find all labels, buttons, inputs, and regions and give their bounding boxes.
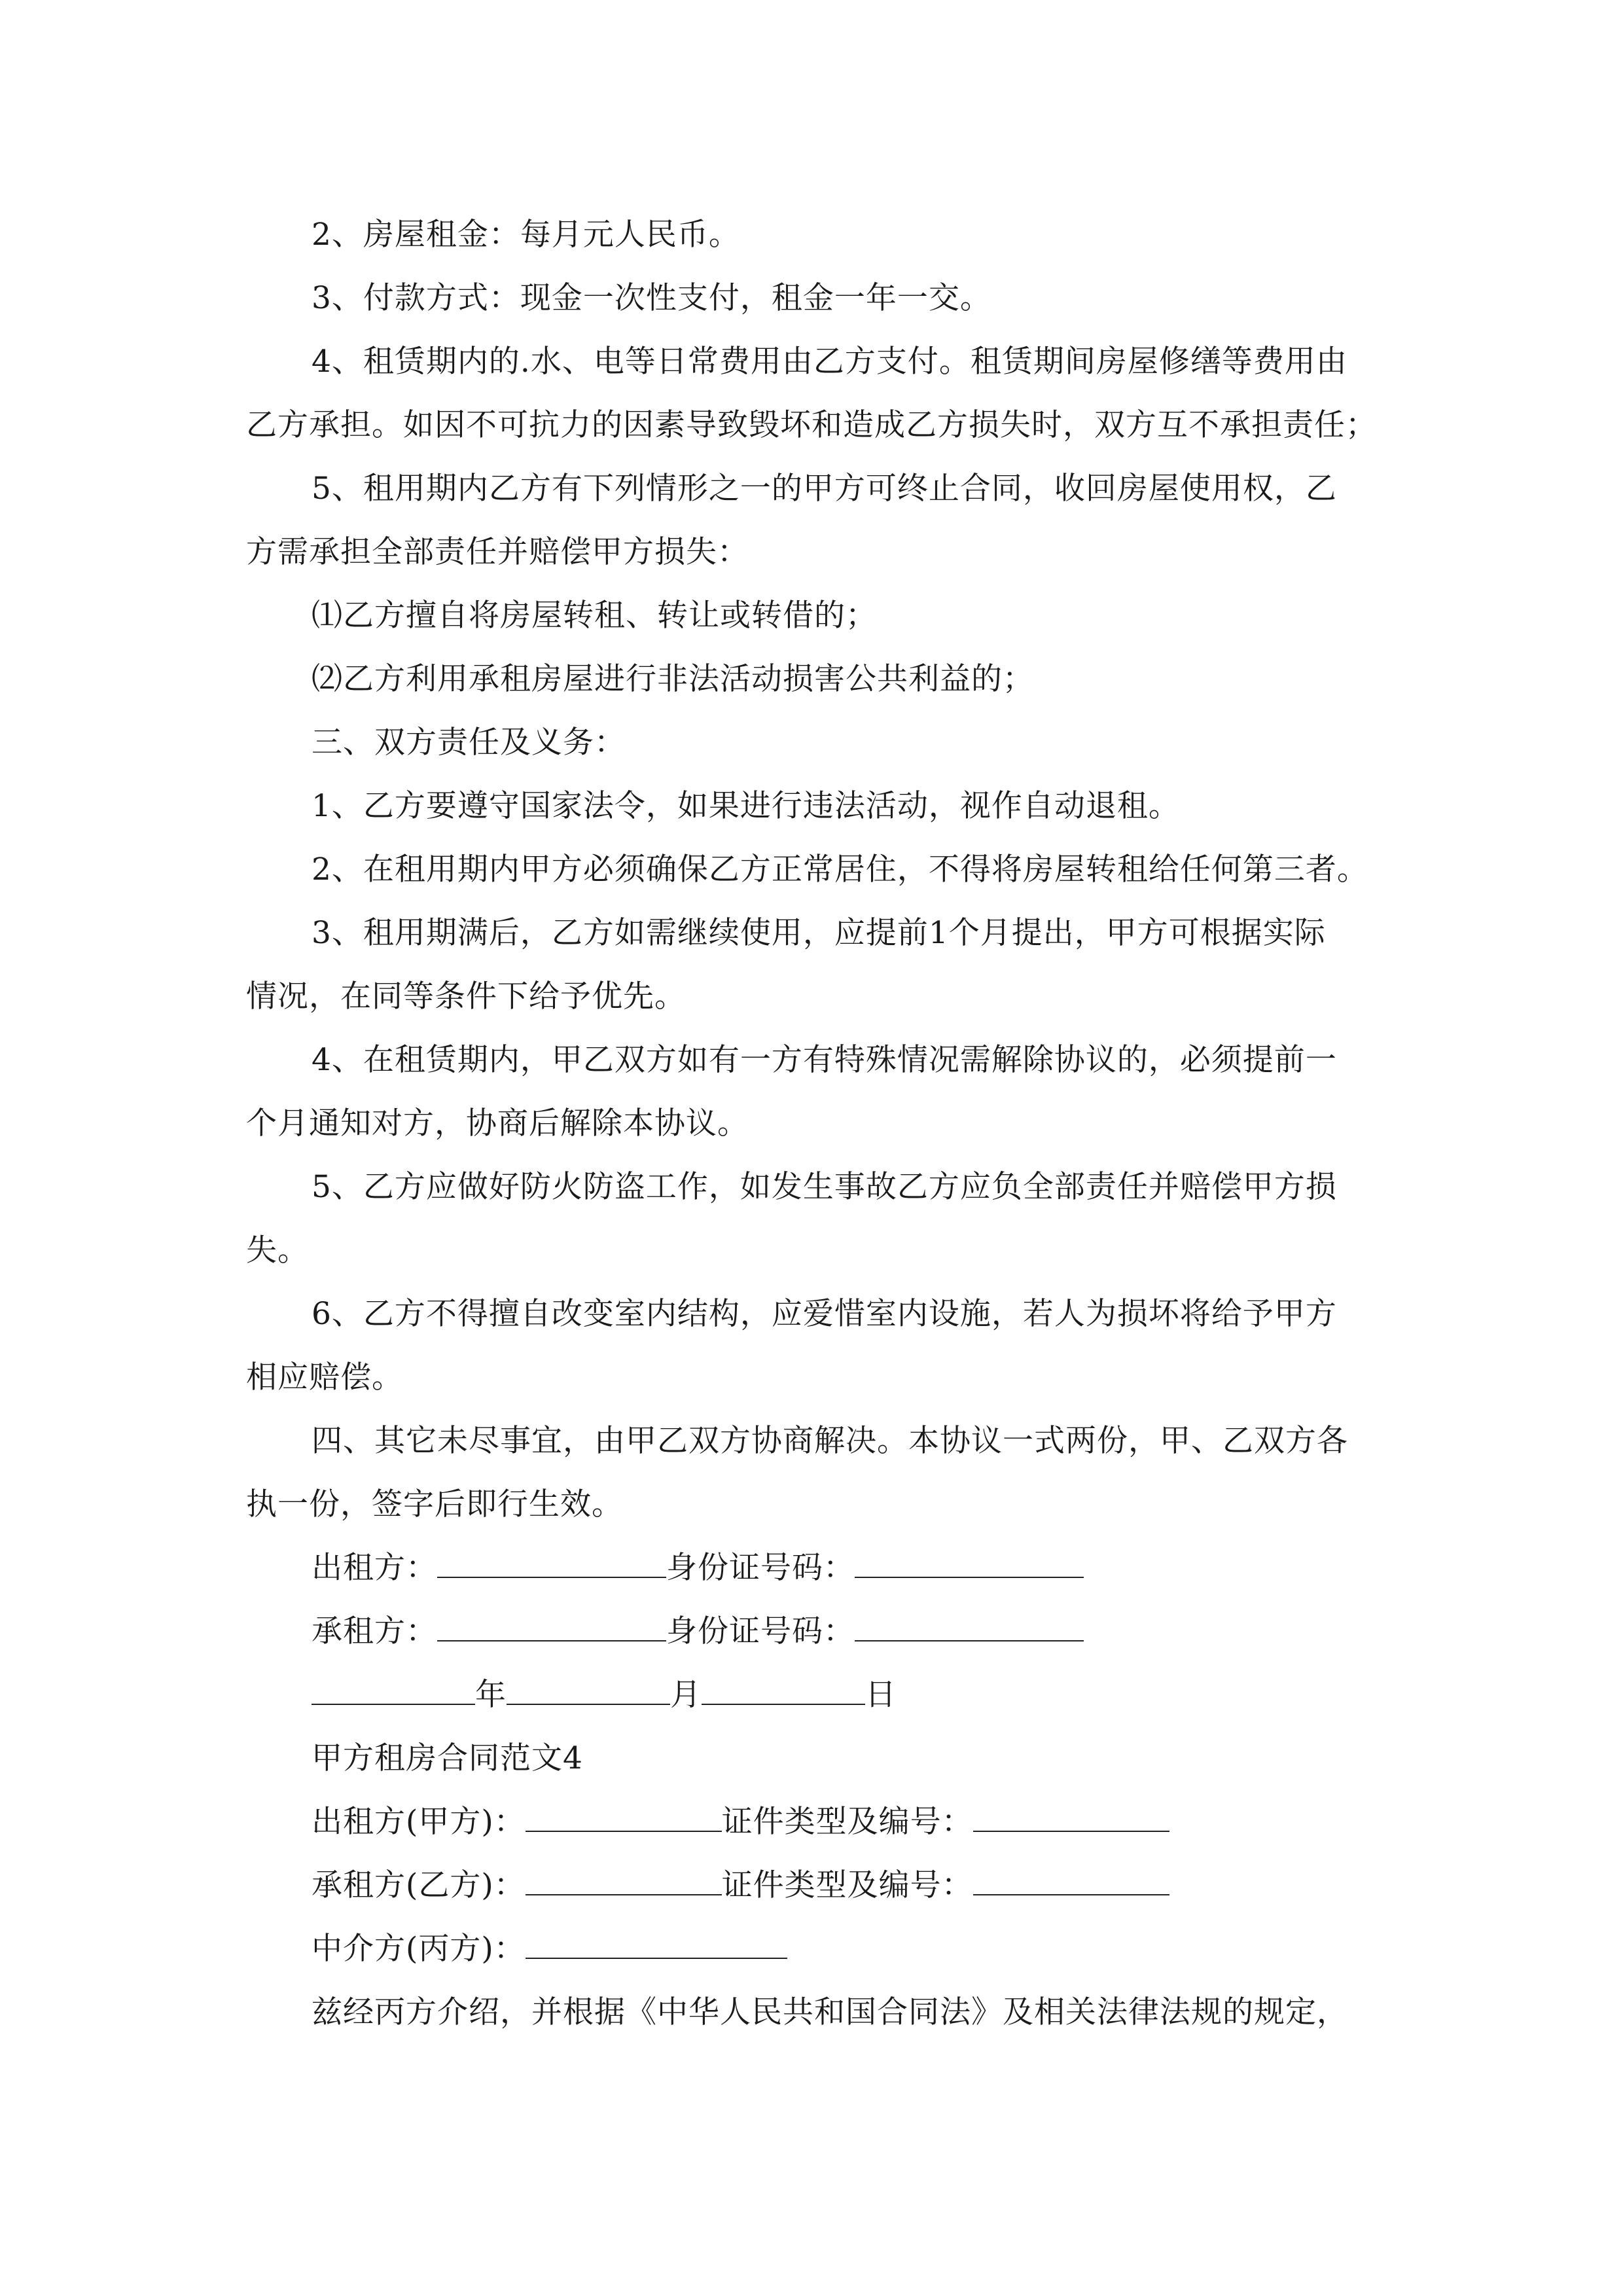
contract-title: 甲方租房合同范文4 <box>312 1740 583 1776</box>
section-heading: 三、双方责任及义务： <box>312 725 626 761</box>
agent-blank <box>526 1921 787 1959</box>
paragraph-line: 4、租赁期内的.水、电等日常费用由乙方支付。租赁期间房屋修缮等费用由 <box>312 344 1347 380</box>
party-a-cert-label: 证件类型及编号： <box>721 1804 973 1840</box>
agent-label: 中介方(丙方)： <box>312 1931 526 1967</box>
paragraph-line: 5、乙方应做好防火防盗工作，如发生事故乙方应负全部责任并赔偿甲方损 <box>312 1169 1337 1205</box>
date-row <box>246 1663 1385 1727</box>
party-b-blank <box>526 1857 722 1895</box>
party-b-label: 承租方(乙方)： <box>312 1867 526 1903</box>
lessor-id-label: 身份证号码： <box>666 1550 855 1586</box>
paragraph-line: 兹经丙方介绍，并根据《中华人民共和国合同法》及相关法律法规的规定， <box>312 1994 1348 2030</box>
paragraph-line: 3、付款方式：现金一次性支付，租金一年一交。 <box>312 280 991 316</box>
party-a-cert-blank <box>973 1794 1169 1832</box>
year-blank <box>312 1667 475 1705</box>
paragraph-line: 乙方承担。如因不可抗力的因素导致毁坏和造成乙方损失时，双方互不承担责任； <box>246 407 1377 443</box>
paragraph-line: 执一份，签字后即行生效。 <box>246 1486 623 1522</box>
party-b-row <box>246 1854 1385 1917</box>
day-label: 日 <box>865 1677 897 1713</box>
agent-row <box>246 1917 1385 1981</box>
paragraph-line: ⑵乙方利用承租房屋进行非法活动损害公共利益的； <box>312 661 1034 697</box>
party-b-cert-blank <box>973 1857 1169 1895</box>
lessee-id-blank <box>855 1604 1084 1641</box>
year-label: 年 <box>475 1677 507 1713</box>
signature-lessee-row <box>246 1600 1385 1663</box>
day-blank <box>702 1667 865 1705</box>
paragraph-line: 3、租用期满后，乙方如需继续使用，应提前1个月提出，甲方可根据实际 <box>312 915 1326 951</box>
party-a-label: 出租方(甲方)： <box>312 1804 526 1840</box>
party-b-cert-label: 证件类型及编号： <box>721 1867 973 1903</box>
party-a-row <box>246 1790 1385 1854</box>
lessee-label: 承租方： <box>312 1613 437 1649</box>
paragraph-line: 方需承担全部责任并赔偿甲方损失： <box>246 534 749 570</box>
paragraph-line: ⑴乙方擅自将房屋转租、转让或转借的； <box>312 598 877 634</box>
month-label: 月 <box>670 1677 702 1713</box>
month-blank <box>507 1667 670 1705</box>
lessee-name-blank <box>437 1604 666 1641</box>
lessor-label: 出租方： <box>312 1550 437 1586</box>
paragraph-line: 个月通知对方，协商后解除本协议。 <box>246 1105 749 1141</box>
paragraph-line: 2、房屋租金：每月元人民币。 <box>312 217 740 253</box>
lessor-name-blank <box>437 1540 666 1578</box>
signature-lessor-row <box>246 1536 1385 1600</box>
lessor-id-blank <box>855 1540 1084 1578</box>
paragraph-line: 失。 <box>246 1232 309 1268</box>
paragraph-line: 4、在租赁期内，甲乙双方如有一方有特殊情况需解除协议的，必须提前一 <box>312 1042 1337 1078</box>
paragraph-line: 6、乙方不得擅自改变室内结构，应爱惜室内设施，若人为损坏将给予甲方 <box>312 1296 1337 1332</box>
document-body <box>246 203 1385 2044</box>
paragraph-line: 情况，在同等条件下给予优先。 <box>246 978 686 1014</box>
section-heading: 四、其它未尽事宜，由甲乙双方协商解决。本协议一式两份，甲、乙双方各 <box>312 1423 1348 1459</box>
party-a-blank <box>526 1794 722 1832</box>
paragraph-line: 5、租用期内乙方有下列情形之一的甲方可终止合同，收回房屋使用权，乙 <box>312 471 1337 507</box>
paragraph-line: 2、在租用期内甲方必须确保乙方正常居住，不得将房屋转租给任何第三者。 <box>312 852 1368 888</box>
lessee-id-label: 身份证号码： <box>666 1613 855 1649</box>
paragraph-line: 相应赔偿。 <box>246 1359 403 1395</box>
paragraph-line: 1、乙方要遵守国家法令，如果进行违法活动，视作自动退租。 <box>312 788 1180 824</box>
